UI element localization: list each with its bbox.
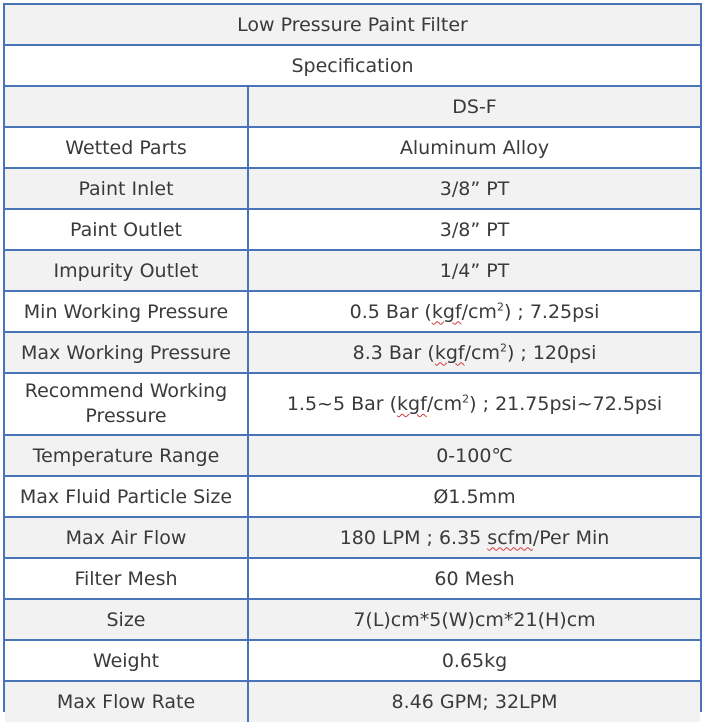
value-part: 1.5~5 Bar ( xyxy=(286,393,398,415)
row-value: 7(L)cm*5(W)cm*21(H)cm xyxy=(249,600,700,641)
row-value: 3/8” PT xyxy=(249,210,700,251)
header-label-cell xyxy=(5,87,249,128)
row-value xyxy=(249,292,700,333)
row-label-line: Pressure xyxy=(85,405,167,427)
row-label: Max Fluid Particle Size xyxy=(5,477,249,518)
table-title-row xyxy=(5,5,700,46)
value-part: ) ; 21.75psi~72.5psi xyxy=(469,393,663,415)
unit-exponent: 2 xyxy=(496,300,504,314)
value-part: 0.5 Bar ( xyxy=(349,300,432,323)
value-part: ) ; 120psi xyxy=(506,341,597,364)
table-row xyxy=(5,333,700,374)
row-label: Max Flow Rate xyxy=(5,682,249,722)
row-label: Paint Inlet xyxy=(5,169,249,210)
table-row xyxy=(5,682,700,722)
table-row xyxy=(5,477,700,518)
row-label-line: Recommend Working xyxy=(24,380,228,402)
row-value: Aluminum Alloy xyxy=(249,128,700,169)
table-row xyxy=(5,210,700,251)
row-value: 0.65kg xyxy=(249,641,700,682)
row-label: Max Working Pressure xyxy=(5,333,249,374)
row-value: 3/8” PT xyxy=(249,169,700,210)
row-value: 0-100℃ xyxy=(249,436,700,477)
unit-part: /cm xyxy=(426,393,463,415)
table-row xyxy=(5,518,700,559)
table-row xyxy=(5,251,700,292)
table-title: Low Pressure Paint Filter xyxy=(5,5,700,46)
row-value: 8.46 GPM; 32LPM xyxy=(249,682,700,722)
row-label: Filter Mesh xyxy=(5,559,249,600)
unit-part: /cm xyxy=(461,300,497,323)
table-row xyxy=(5,600,700,641)
unit-exponent: 2 xyxy=(499,341,507,355)
table-row xyxy=(5,169,700,210)
model-name: DS-F xyxy=(249,87,700,128)
value-part: /Per Min xyxy=(532,526,610,549)
unit-part: /cm xyxy=(464,341,500,364)
row-label: Weight xyxy=(5,641,249,682)
model-header-row xyxy=(5,87,700,128)
row-value xyxy=(249,374,700,436)
unit-exponent: 2 xyxy=(462,392,470,406)
row-label: Paint Outlet xyxy=(5,210,249,251)
table-row xyxy=(5,128,700,169)
row-label: Min Working Pressure xyxy=(5,292,249,333)
row-value: 60 Mesh xyxy=(249,559,700,600)
row-value: Ø1.5mm xyxy=(249,477,700,518)
unit-word: kgf xyxy=(397,393,427,415)
row-value xyxy=(249,333,700,374)
row-label xyxy=(5,374,249,436)
unit-word: scfm xyxy=(487,526,533,549)
spec-table xyxy=(5,5,700,722)
value-part: 180 LPM ; 6.35 xyxy=(339,526,488,549)
row-label: Temperature Range xyxy=(5,436,249,477)
table-subtitle-row xyxy=(5,46,700,87)
table-row xyxy=(5,292,700,333)
value-part: 8.3 Bar ( xyxy=(352,341,435,364)
table-row xyxy=(5,641,700,682)
table-row xyxy=(5,374,700,436)
value-part: ) ; 7.25psi xyxy=(503,300,600,323)
unit-word: kgf xyxy=(434,341,465,364)
row-label: Max Air Flow xyxy=(5,518,249,559)
row-label: Impurity Outlet xyxy=(5,251,249,292)
row-label: Wetted Parts xyxy=(5,128,249,169)
table-row xyxy=(5,436,700,477)
row-label: Size xyxy=(5,600,249,641)
unit-word: kgf xyxy=(431,300,462,323)
row-value: 1/4” PT xyxy=(249,251,700,292)
table-subtitle: Specification xyxy=(5,46,700,87)
row-value xyxy=(249,518,700,559)
table-row xyxy=(5,559,700,600)
spec-table-frame xyxy=(3,3,702,712)
